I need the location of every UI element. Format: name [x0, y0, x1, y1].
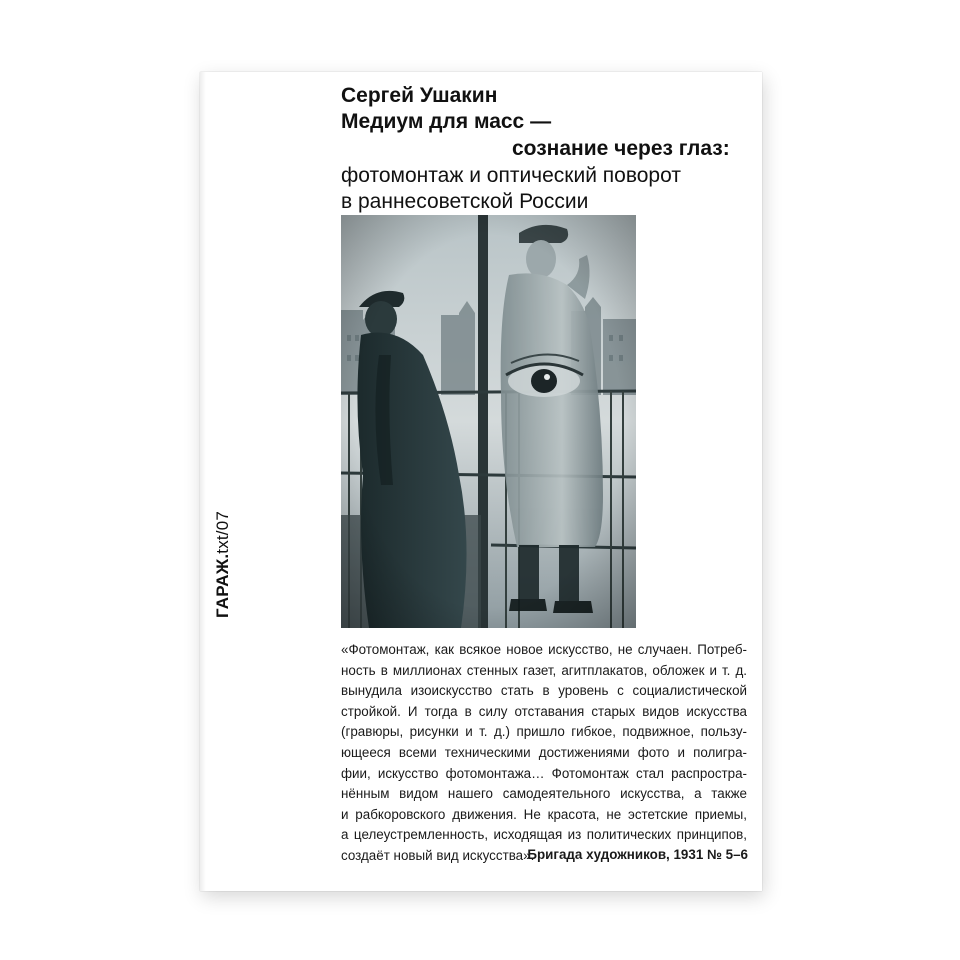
book-title-line-2: сознание через глаз: [512, 137, 730, 160]
quote-line: нённым видом нашего самодеятельного искусства, а также [341, 786, 747, 802]
book-subtitle-line-2: в раннесоветской России [341, 190, 589, 213]
quote-line: стройкой. И тогда в силу отставания старых видов искусства [341, 703, 747, 719]
book-title-line-1: Медиум для масс — [341, 110, 552, 133]
quote-source: Бригада художников, 1931 № 5–6 [527, 847, 748, 862]
cover-photomontage [341, 215, 636, 628]
quote-line: создаёт новый вид искусства». [341, 847, 535, 863]
quote-line: фии, искусство фотомонтажа… Фотомонтаж стал распростра- [341, 765, 747, 781]
book-cover [200, 72, 762, 891]
quote-line: и рабкоровского движения. Не красота, не эстетские приемы, [341, 806, 747, 822]
title-block [341, 83, 761, 215]
quote-line: вынудила изоискусство стать в уровень с социалистической [341, 683, 747, 699]
series-label [213, 511, 233, 618]
quote-line: ность в миллионах стенных газет, агитплакатов, обложек и т. д. [341, 662, 747, 678]
author-name: Сергей Ушакин [341, 84, 498, 107]
spine-shadow [200, 72, 206, 891]
quote-line: (гравюры, рисунки и т. д.) пришло гибкое, подвижное, пользу- [341, 724, 747, 740]
series-number: txt/07 [213, 510, 232, 554]
quote-line: «Фотомонтаж, как всякое новое искусство, не случаен. Потреб- [341, 642, 747, 657]
quote-block [341, 640, 747, 867]
quote-line: ющееся всеми техническими достижениями фото и полигра- [341, 744, 747, 760]
book-subtitle-line-1: фотомонтаж и оптический поворот [341, 164, 681, 187]
series-brand: ГАРАЖ. [213, 553, 232, 618]
quote-line: а целеустремленность, исходящая из политических принципов, [341, 827, 747, 843]
